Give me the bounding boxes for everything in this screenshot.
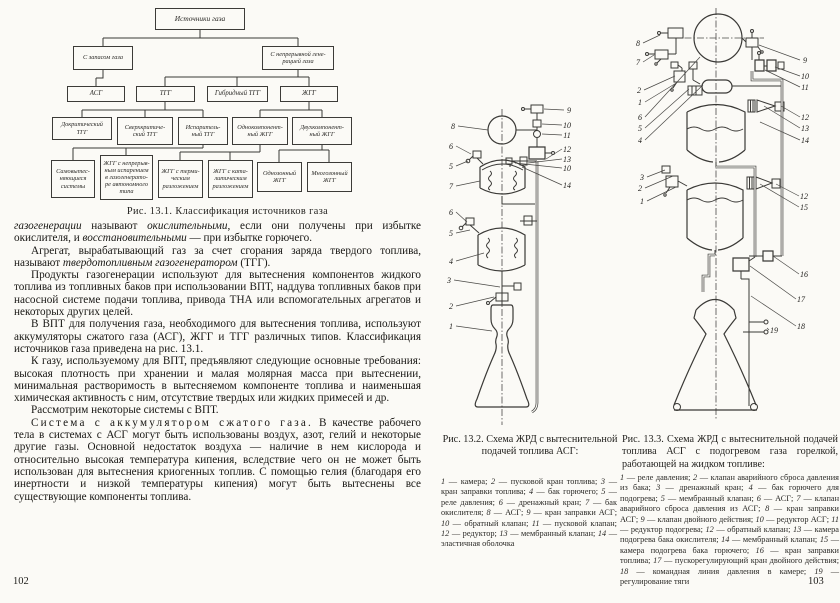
callout-leader bbox=[767, 328, 769, 330]
paragraph bbox=[14, 269, 421, 318]
legend-item-number: 3 bbox=[600, 477, 606, 486]
flowchart-node-hybrid-tgg: Гибридный ТГГ bbox=[207, 86, 268, 102]
callout-label: 2 bbox=[637, 86, 641, 95]
legend-item-number: 4 bbox=[748, 483, 753, 493]
text-segment: Система с аккумулятором сжатого газа. bbox=[31, 416, 314, 429]
fuel-tank bbox=[687, 183, 743, 255]
legend-item-number: 14 bbox=[597, 529, 607, 539]
callout-leader bbox=[522, 167, 562, 185]
fuel-line-valves bbox=[487, 271, 522, 305]
text-segment: В качестве рабочего тела в системах с АСГ могут быть использованы воздух, азот, гелий и некоторые другие газы. Основной недостаток воздуха — наличие в нем кислорода и относительно высокая температура кипения, вследствие чего он не может быть использован для вытеснения криогенных топлив. С помощью гелия (благодаря его инертности и низкой температуры кипения) могут быть вытеснены все существующие компоненты топлива. bbox=[14, 416, 421, 503]
paragraph bbox=[14, 245, 421, 270]
callout-leader bbox=[759, 45, 800, 60]
flowchart-node-gas-sources: Источники газа bbox=[155, 8, 245, 30]
paragraph bbox=[14, 220, 421, 245]
callout-leader bbox=[750, 266, 796, 299]
callout-label: 13 bbox=[801, 124, 809, 133]
text-segment: называют bbox=[81, 220, 148, 232]
bottom-valves bbox=[733, 251, 782, 279]
legend-item-number: 15 bbox=[819, 535, 829, 545]
callout-label: 19 bbox=[770, 326, 778, 335]
flowchart-node-zhgg: ЖГГ bbox=[280, 86, 338, 102]
flowchart-node-thermal-decomposition: ЖГГ с терми- ческим разложением bbox=[158, 160, 203, 198]
fig-13-1-caption: Рис. 13.1. Классификация источников газа bbox=[126, 206, 329, 217]
callout-label: 10 bbox=[563, 121, 571, 130]
callout-label: 10 bbox=[563, 164, 571, 173]
legend-item-number: 9 bbox=[640, 514, 645, 524]
callout-leader bbox=[456, 326, 492, 331]
legend-item-number: 10 bbox=[755, 514, 764, 524]
flowchart-node-supercritical-tgg: Сверхкритиче- ский ТГГ bbox=[117, 117, 173, 145]
flowchart-node-evaporative-tgg: Испаритель- ный ТГГ bbox=[178, 117, 228, 145]
paragraph bbox=[14, 318, 421, 355]
callout-label: 16 bbox=[800, 270, 808, 279]
flowchart-node-asg: АСГ bbox=[67, 86, 125, 102]
callout-leader bbox=[456, 181, 480, 186]
callout-label: 3 bbox=[447, 276, 451, 285]
callout-label: 12 bbox=[801, 113, 809, 122]
callout-label: 9 bbox=[803, 56, 807, 65]
legend-item-number: 12 bbox=[705, 525, 714, 535]
legend-item-number: 3 bbox=[656, 483, 661, 493]
callout-leader bbox=[456, 146, 471, 154]
text-segment: , если они получены при избытке окислителя, и bbox=[14, 220, 422, 245]
oxidizer-tank bbox=[466, 151, 525, 194]
callout-label: 12 bbox=[800, 192, 808, 201]
fuel-heater bbox=[747, 177, 780, 189]
legend-item-number: 7 bbox=[585, 497, 590, 507]
callout-label: 6 bbox=[449, 208, 453, 217]
elastic-membrane bbox=[482, 164, 523, 170]
callout-label: 1 bbox=[640, 197, 644, 206]
callout-label: 11 bbox=[563, 131, 571, 140]
callout-label: 3 bbox=[640, 173, 644, 182]
flowchart-node-one-component-zhgg: Однокомпонент- ный ЖГГ bbox=[232, 117, 288, 145]
text-segment: восстановительными bbox=[82, 232, 187, 245]
legend-item-number: 13 bbox=[792, 525, 802, 535]
callout-label: 7 bbox=[449, 182, 453, 191]
text-segment: окислительными bbox=[147, 220, 228, 232]
fig-13-3-diagram bbox=[630, 0, 840, 430]
callout-leader bbox=[456, 253, 484, 261]
callout-leader bbox=[454, 280, 500, 287]
legend-item-number: 5 bbox=[601, 487, 606, 497]
callout-leader bbox=[643, 35, 660, 43]
text-segment: твердотопливным газогенератором bbox=[62, 256, 238, 269]
callout-leader bbox=[456, 161, 468, 166]
callout-label: 11 bbox=[801, 83, 809, 92]
oxidizer-outlet bbox=[502, 196, 535, 204]
flowchart-node-catalytic-decomposition: ЖГГ с ката- литическим разложением bbox=[208, 160, 253, 198]
text-segment: (ТГГ). bbox=[237, 256, 271, 269]
fill-valve-and-regulators-right bbox=[742, 30, 784, 72]
page-number-right: 103 bbox=[808, 576, 824, 587]
page-number-left: 102 bbox=[13, 576, 29, 587]
callout-label: 15 bbox=[800, 203, 808, 212]
callout-label: 6 bbox=[638, 113, 642, 122]
legend-item-number: 18 bbox=[620, 566, 629, 576]
callout-label: 13 bbox=[563, 155, 571, 164]
legend-item-number: 16 bbox=[755, 545, 764, 555]
legend-item-number: 13 bbox=[499, 529, 508, 539]
legend-item-number: 6 bbox=[498, 497, 503, 507]
callout-leader bbox=[645, 85, 703, 140]
legend-item-number: 9 bbox=[526, 508, 531, 518]
flowchart-node-continuous-gen: С непрерывной гене- рацией газа bbox=[262, 46, 334, 70]
callout-label: 9 bbox=[567, 106, 571, 115]
callout-label: 4 bbox=[449, 257, 453, 266]
callout-label: 10 bbox=[801, 72, 809, 81]
oxidizer-heater bbox=[748, 100, 784, 112]
callout-label: 8 bbox=[636, 39, 640, 48]
fig-13-2-legend: 1 — камера; 2 — пусковой кран топлива; 3 — кран заправки топлива; 4 — бак горючего; 5 — реле давления; 6 — дренажный кран; 7 — бак окислителя; 8 — АСГ; 9 — кран заправки АСГ; 10 — обратный клапан; 11 — пусковой клапан; 12 — редуктор; 13 — мембранный клапан; 14 — эластичная оболочка bbox=[441, 477, 618, 549]
callout-leader bbox=[647, 187, 676, 201]
oxidizer-feed-pipe bbox=[532, 161, 537, 412]
legend-item-number: 17 bbox=[653, 556, 662, 566]
legend-item-number: 14 bbox=[721, 535, 730, 545]
callout-label: 17 bbox=[797, 295, 805, 304]
callout-leader bbox=[776, 184, 799, 196]
callout-leader bbox=[775, 67, 800, 76]
callout-leader bbox=[542, 134, 562, 135]
callout-leader bbox=[456, 230, 470, 233]
callout-leader bbox=[643, 55, 654, 62]
callout-label: 5 bbox=[638, 124, 642, 133]
asg-gas-pipe bbox=[752, 71, 782, 256]
relief-valves-left bbox=[646, 28, 684, 65]
callout-leader bbox=[645, 176, 673, 188]
heater-fuel-capsule bbox=[688, 80, 782, 95]
legend-item-number: 2 bbox=[491, 477, 496, 486]
callout-label: 1 bbox=[449, 322, 453, 331]
asg-sphere bbox=[488, 116, 537, 144]
callout-leader bbox=[546, 149, 562, 159]
callout-label: 8 bbox=[451, 122, 455, 131]
callout-leader bbox=[456, 212, 467, 222]
callout-label: 7 bbox=[636, 58, 640, 67]
callout-leader bbox=[458, 126, 488, 130]
text-segment: газогенерации bbox=[14, 220, 82, 232]
legend-item-number: 1 bbox=[620, 473, 625, 482]
flowchart-node-tgg: ТГГ bbox=[136, 86, 195, 102]
flowchart-node-subcritical-tgg: Докритический ТГГ bbox=[52, 117, 112, 140]
flowchart-node-two-component-zhgg: Двухкомпонент- ный ЖГГ bbox=[292, 117, 352, 145]
legend-item-number: 2 bbox=[692, 473, 698, 482]
flowchart-fig-13-1 bbox=[0, 0, 430, 218]
fuel-tank bbox=[459, 216, 537, 271]
legend-item-number: 7 bbox=[796, 493, 801, 503]
text-segment: В ВПТ для получения газа, необходимого для вытеснения топлива, используют аккумуляторы сжатого газа (АСГ), ЖГГ и ТГГ различных типов. Классификация источников газа приведена на рис. 13.1. bbox=[14, 318, 421, 355]
callout-label: 5 bbox=[449, 229, 453, 238]
legend-item-number: 12 bbox=[441, 529, 450, 539]
legend-item-number: 1 bbox=[441, 477, 446, 486]
callout-leader bbox=[644, 76, 675, 90]
callout-leader bbox=[773, 256, 799, 274]
legend-item-number: 10 bbox=[441, 518, 450, 528]
legend-item-number: 8 bbox=[765, 504, 770, 514]
text-segment: Рассмотрим некоторые системы с ВПТ. bbox=[31, 404, 219, 417]
legend-item-number: 6 bbox=[756, 493, 761, 503]
paragraph bbox=[14, 355, 421, 404]
text-segment: — при избытке горючего. bbox=[186, 232, 313, 245]
flowchart-node-stored-gas: С запасом газа bbox=[73, 46, 133, 70]
callout-label: 12 bbox=[563, 145, 571, 154]
legend-item-number: 4 bbox=[529, 487, 534, 497]
callout-label: 14 bbox=[801, 136, 809, 145]
legend-item-number: 8 bbox=[486, 508, 491, 518]
legend-item-number: 11 bbox=[531, 518, 540, 528]
fig-13-3-legend: 1 — реле давления; 2 — клапан аварийного сброса давления из бака; 3 — дренажный кран; 4 — бак горючего для подогрева; 5 — мембранный клапан; 6 — АСГ; 7 — клапан аварийного сброса давления из АСГ; 8 — кран заправки АСГ; 9 — клапан двойного действия; 10 — редуктор АСГ; 11 — редуктор подогрева; 12 — обратный клапан; 13 — камера подогрева бака окислителя; 14 — мембранный клапан; 15 — камера подогрева бака горючего; 16 — кран заправки топлива; 17 — пускорегулирующий кран двойного действия; 18 — командная линия давления в камере; 19 — регулирование тяги bbox=[620, 473, 840, 587]
fig-13-3-caption: Рис. 13.3. Схема ЖРД с вытеснительной подачей топлива АСГ с подогревом газа горелкой, работающей на жидком топливе: bbox=[622, 434, 838, 470]
callout-leader bbox=[542, 124, 562, 125]
paragraph bbox=[14, 417, 421, 503]
callout-leader bbox=[645, 89, 689, 128]
callout-label: 1 bbox=[638, 98, 642, 107]
callout-leader bbox=[544, 109, 564, 110]
legend-item-number: 11 bbox=[831, 514, 839, 524]
legend-item-number: 5 bbox=[660, 493, 665, 503]
combustion-chamber bbox=[674, 300, 758, 411]
callout-label: 2 bbox=[449, 302, 453, 311]
flowchart-node-continuous-evaporation: ЖГГ с непрерыв- ным испарением в газогенерато- ре автономного типа bbox=[100, 155, 153, 200]
callout-label: 6 bbox=[449, 142, 453, 151]
fig-13-2-caption: Рис. 13.2. Схема ЖРД с вытеснительной подачей топлива АСГ: bbox=[442, 434, 618, 458]
text-segment: К газу, используемому для ВПТ, предъявляют следующие основные требования: высокая плотность при хранении и малая молярная масса при вытеснении, минимальная растворимость в вытесняемом компоненте топлива и наименьшая химическая активность с ним, отсутствие твердых или жидких примесей и др. bbox=[14, 355, 421, 405]
body-text bbox=[14, 220, 421, 503]
paragraph bbox=[14, 404, 421, 416]
callout-label: 2 bbox=[638, 184, 642, 193]
legend-item-number: 19 bbox=[814, 566, 823, 576]
fig-13-2-diagram bbox=[440, 103, 620, 433]
callout-label: 14 bbox=[563, 181, 571, 190]
callout-label: 4 bbox=[638, 136, 642, 145]
text-segment: Продукты газогенерации используют для вытеснения компонентов жидкого топлива из топливных баков при использовании ВПТ, наддува топливных баков при насосной системе подачи топлива, привода ТНА или вспомогательных агрегатов и некоторых других целей. bbox=[14, 269, 421, 319]
flowchart-node-self-pressurizing: Самовытес- няющиеся системы bbox=[51, 160, 95, 198]
valve-stack bbox=[522, 105, 555, 159]
callout-label: 18 bbox=[797, 322, 805, 331]
flowchart-node-single-zone-zhgg: Однозонный ЖГГ bbox=[257, 162, 302, 192]
flowchart-node-multi-zone-zhgg: Многозонный ЖГГ bbox=[307, 162, 352, 192]
callout-label: 5 bbox=[449, 162, 453, 171]
text-segment: Агрегат, вырабатывающий газ за счет сгорания заряда твердого топлива, называют bbox=[14, 244, 421, 269]
